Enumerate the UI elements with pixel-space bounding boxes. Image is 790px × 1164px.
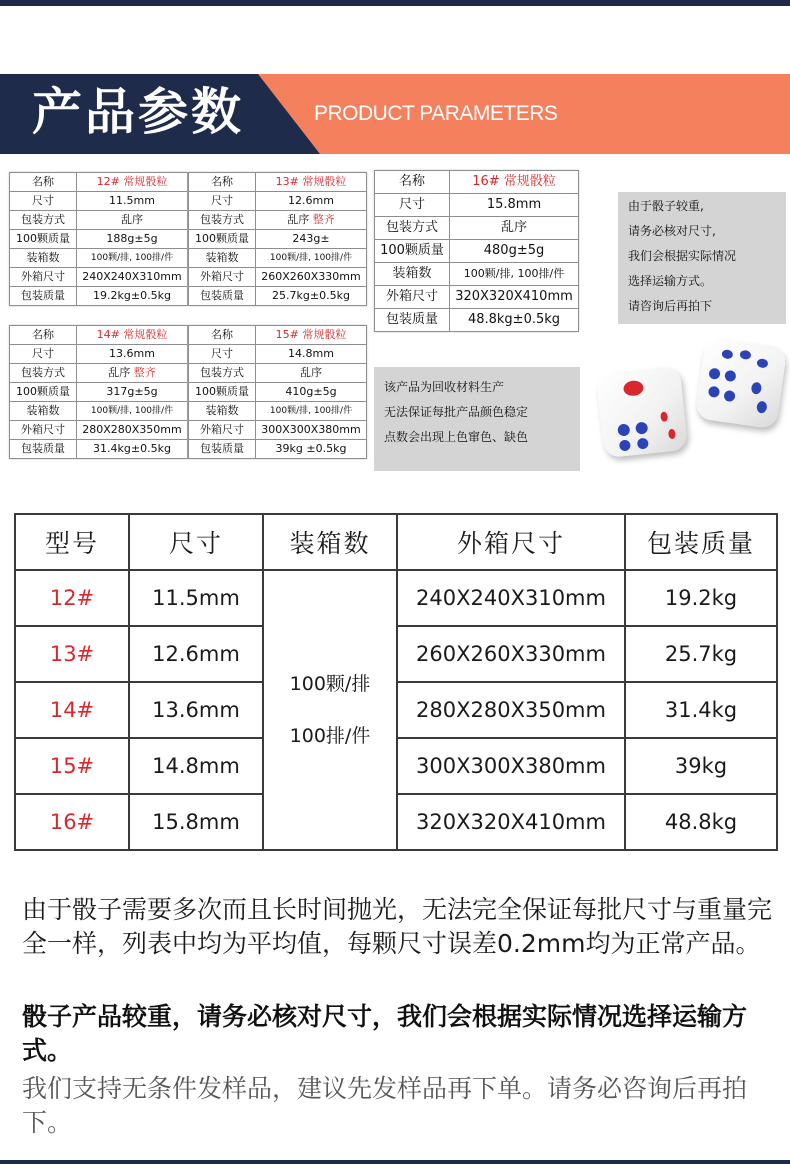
spec-box-size: 260X260X330mm xyxy=(256,268,367,287)
shipping-paragraph: 骰子产品较重，请务必核对尺寸，我们会根据实际情况选择运输方式。 xyxy=(22,1002,748,1065)
header-box-count: 装箱数 xyxy=(263,514,397,570)
spec-weight100: 243g± xyxy=(256,230,367,249)
spec-box-count: 100颗/排, 100排/件 xyxy=(450,263,579,286)
spec-key: 包装方式 xyxy=(189,364,256,383)
spec-weight100: 410g±5g xyxy=(256,383,367,402)
spec-box-count: 100颗/排, 100排/件 xyxy=(256,249,367,268)
note-line: 无法保证每批产品颜色稳定 xyxy=(384,405,529,419)
size-cell: 14.8mm xyxy=(129,738,263,794)
header-size: 尺寸 xyxy=(129,514,263,570)
shipping-note xyxy=(618,192,786,324)
spec-pack-weight: 39kg ±0.5kg xyxy=(256,440,367,459)
spec-table-16 xyxy=(374,170,579,332)
spec-table-12 xyxy=(9,172,188,306)
spec-box-count: 100颗/排, 100排/件 xyxy=(77,249,188,268)
note-line: 请务必核对尺寸, xyxy=(628,224,716,238)
spec-key: 尺寸 xyxy=(189,345,256,364)
spec-key: 100颗质量 xyxy=(375,240,450,263)
box-size-cell: 240X240X310mm xyxy=(397,570,625,626)
spec-box-size: 300X300X380mm xyxy=(256,421,367,440)
spec-name: 16# 常规骰粒 xyxy=(450,171,579,194)
spec-key: 名称 xyxy=(10,173,77,192)
spec-key: 外箱尺寸 xyxy=(189,421,256,440)
spec-key: 100颗质量 xyxy=(10,383,77,402)
model-cell: 12# xyxy=(15,570,129,626)
weight-cell: 25.7kg xyxy=(625,626,777,682)
note-line: 选择运输方式。 xyxy=(628,274,713,288)
weight-cell: 39kg xyxy=(625,738,777,794)
spec-key: 包装质量 xyxy=(10,287,77,306)
spec-key: 包装方式 xyxy=(10,364,77,383)
spec-name: 14# 常规骰粒 xyxy=(77,326,188,345)
spec-key: 名称 xyxy=(189,173,256,192)
box-size-cell: 280X280X350mm xyxy=(397,682,625,738)
size-cell: 13.6mm xyxy=(129,682,263,738)
spec-weight100: 480g±5g xyxy=(450,240,579,263)
spec-pack: 乱序 xyxy=(77,211,188,230)
spec-box-size: 320X320X410mm xyxy=(450,286,579,309)
spec-size: 15.8mm xyxy=(450,194,579,217)
spec-weight100: 188g±5g xyxy=(77,230,188,249)
spec-size: 13.6mm xyxy=(77,345,188,364)
spec-key: 外箱尺寸 xyxy=(189,268,256,287)
spec-key: 100颗质量 xyxy=(189,383,256,402)
die-right xyxy=(695,337,788,430)
summary-table xyxy=(14,513,778,851)
note-line: 请咨询后再拍下 xyxy=(628,299,713,313)
weight-cell: 48.8kg xyxy=(625,794,777,850)
spec-table-15 xyxy=(188,325,367,459)
spec-name: 12# 常规骰粒 xyxy=(77,173,188,192)
box-count-line: 100颗/排 xyxy=(289,673,371,695)
spec-weight100: 317g±5g xyxy=(77,383,188,402)
spec-key: 尺寸 xyxy=(189,192,256,211)
spec-box-count: 100颗/排, 100排/件 xyxy=(77,402,188,421)
box-size-cell: 320X320X410mm xyxy=(397,794,625,850)
spec-key: 外箱尺寸 xyxy=(10,421,77,440)
table-header-row xyxy=(15,514,777,570)
note-line: 我们会根据实际情况 xyxy=(628,249,737,263)
spec-pack xyxy=(77,364,188,383)
spec-key: 尺寸 xyxy=(375,194,450,217)
spec-name: 15# 常规骰粒 xyxy=(256,326,367,345)
spec-pack-weight: 25.7kg±0.5kg xyxy=(256,287,367,306)
spec-pack-value: 乱序 xyxy=(287,213,310,226)
spec-name: 13# 常规骰粒 xyxy=(256,173,367,192)
spec-key: 装箱数 xyxy=(10,402,77,421)
spec-key: 包装质量 xyxy=(375,309,450,332)
spec-pack-extra: 整齐 xyxy=(312,213,335,226)
box-size-cell: 260X260X330mm xyxy=(397,626,625,682)
note-line: 由于骰子较重, xyxy=(628,199,704,213)
section-banner xyxy=(0,74,790,154)
spec-key: 名称 xyxy=(375,171,450,194)
spec-size: 11.5mm xyxy=(77,192,188,211)
table-row xyxy=(15,570,777,626)
size-cell: 15.8mm xyxy=(129,794,263,850)
spec-box-size: 240X240X310mm xyxy=(77,268,188,287)
spec-box-count: 100颗/排, 100排/件 xyxy=(256,402,367,421)
bottom-border xyxy=(0,1160,790,1164)
header-model: 型号 xyxy=(15,514,129,570)
spec-pack-extra: 整齐 xyxy=(133,366,156,379)
spec-key: 名称 xyxy=(189,326,256,345)
spec-pack-weight: 19.2kg±0.5kg xyxy=(77,287,188,306)
spec-table-13 xyxy=(188,172,367,306)
banner-title-zh: 产品参数 xyxy=(32,83,244,141)
box-size-cell: 300X300X380mm xyxy=(397,738,625,794)
spec-pack-weight: 31.4kg±0.5kg xyxy=(77,440,188,459)
spec-key: 尺寸 xyxy=(10,192,77,211)
spec-size: 14.8mm xyxy=(256,345,367,364)
spec-key: 尺寸 xyxy=(10,345,77,364)
spec-pack: 乱序 xyxy=(256,364,367,383)
sample-paragraph: 我们支持无条件发样品，建议先发样品再下单。请务必咨询后再拍下。 xyxy=(22,1074,748,1137)
spec-key: 100颗质量 xyxy=(10,230,77,249)
spec-pack: 乱序 xyxy=(450,217,579,240)
box-count-cell xyxy=(263,570,397,850)
spec-size: 12.6mm xyxy=(256,192,367,211)
spec-pack-weight: 48.8kg±0.5kg xyxy=(450,309,579,332)
spec-key: 包装质量 xyxy=(189,440,256,459)
note-line: 该产品为回收材料生产 xyxy=(384,380,505,394)
weight-cell: 19.2kg xyxy=(625,570,777,626)
spec-key: 包装方式 xyxy=(189,211,256,230)
model-cell: 14# xyxy=(15,682,129,738)
spec-key: 外箱尺寸 xyxy=(375,286,450,309)
spec-key: 装箱数 xyxy=(189,402,256,421)
spec-key: 装箱数 xyxy=(189,249,256,268)
spec-key: 名称 xyxy=(10,326,77,345)
recycled-material-note xyxy=(374,367,580,471)
spec-box-size: 280X280X350mm xyxy=(77,421,188,440)
weight-cell: 31.4kg xyxy=(625,682,777,738)
spec-pack-value: 乱序 xyxy=(108,366,131,379)
spec-key: 装箱数 xyxy=(375,263,450,286)
tolerance-paragraph: 由于骰子需要多次而且长时间抛光，无法完全保证每批尺寸与重量完全一样，列表中均为平均值，每颗尺寸误差0.2mm均为正常产品。 xyxy=(22,895,773,958)
spec-pack xyxy=(256,211,367,230)
top-border xyxy=(0,0,790,6)
spec-key: 包装方式 xyxy=(375,217,450,240)
size-cell: 11.5mm xyxy=(129,570,263,626)
note-line: 点数会出现上色窜色、缺色 xyxy=(384,430,529,444)
model-cell: 15# xyxy=(15,738,129,794)
model-cell: 13# xyxy=(15,626,129,682)
dice-image xyxy=(590,340,790,470)
spec-key: 包装方式 xyxy=(10,211,77,230)
spec-key: 100颗质量 xyxy=(189,230,256,249)
model-cell: 16# xyxy=(15,794,129,850)
header-pack-weight: 包装质量 xyxy=(625,514,777,570)
size-cell: 12.6mm xyxy=(129,626,263,682)
spec-key: 包装质量 xyxy=(10,440,77,459)
red-pip xyxy=(623,380,644,397)
die-left xyxy=(596,366,688,458)
spec-table-14 xyxy=(9,325,188,459)
spec-key: 装箱数 xyxy=(10,249,77,268)
spec-key: 外箱尺寸 xyxy=(10,268,77,287)
banner-title-en: PRODUCT PARAMETERS xyxy=(314,102,558,125)
box-count-line: 100排/件 xyxy=(289,725,371,747)
header-box-size: 外箱尺寸 xyxy=(397,514,625,570)
spec-key: 包装质量 xyxy=(189,287,256,306)
